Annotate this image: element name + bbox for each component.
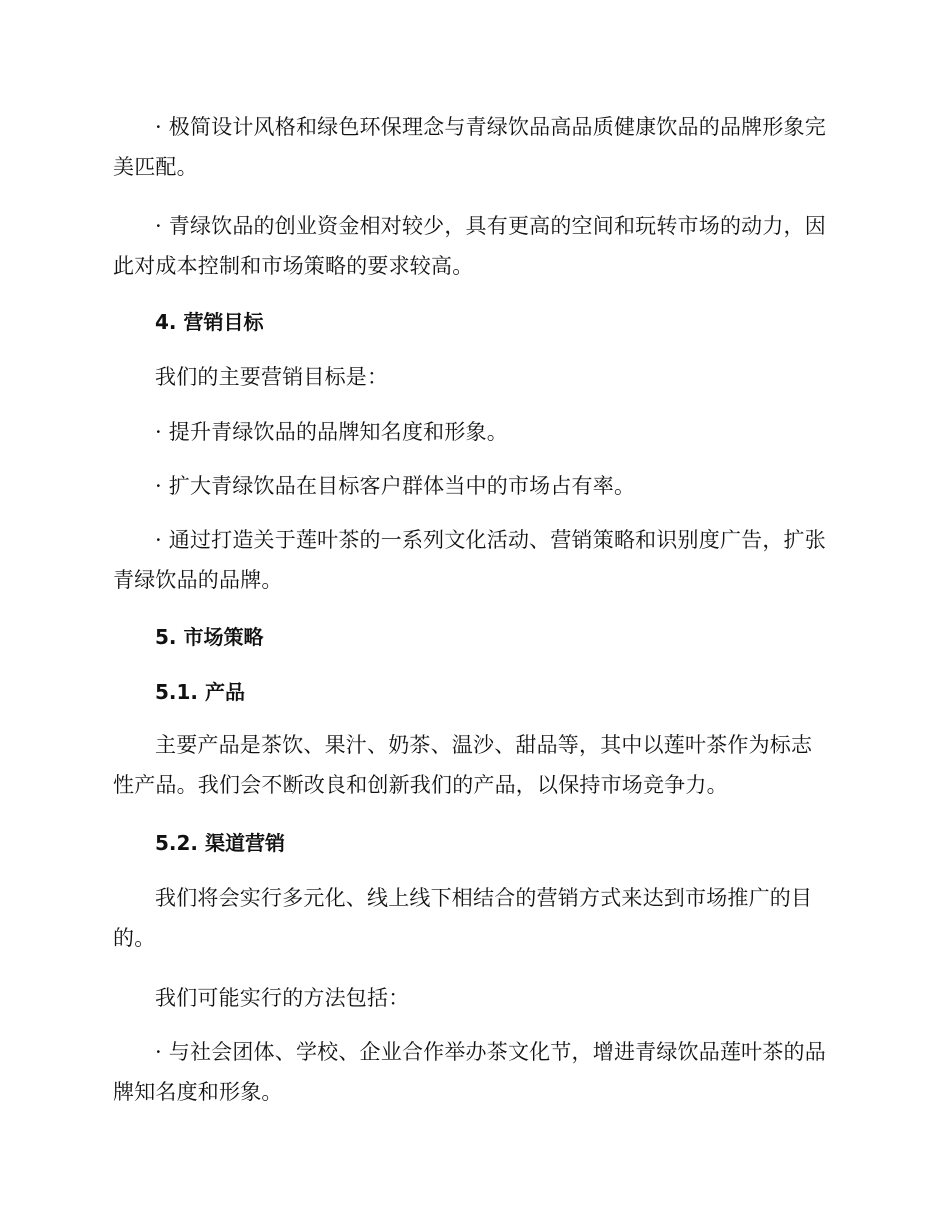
bullet-paragraph: · 提升青绿饮品的品牌知名度和形象。 — [155, 420, 508, 444]
section-heading-market-strategy: 5. 市场策略 — [155, 625, 264, 649]
subsection-heading-product: 5.1. 产品 — [155, 680, 245, 704]
body-paragraph: 主要产品是茶饮、果汁、奶茶、温沙、甜品等，其中以莲叶茶作为标志性产品。我们会不断改良和创新我们的产品，以保持市场竞争力。 — [113, 733, 813, 797]
bullet-paragraph: · 青绿饮品的创业资金相对较少，具有更高的空间和玩转市场的动力，因此对成本控制和市场策略的要求较高。 — [113, 214, 826, 278]
bullet-paragraph: · 扩大青绿饮品在目标客户群体当中的市场占有率。 — [155, 474, 636, 498]
bullet-paragraph: · 通过打造关于莲叶茶的一系列文化活动、营销策略和识别度广告，扩张青绿饮品的品牌。 — [113, 528, 826, 592]
body-paragraph: 我们的主要营销目标是： — [155, 365, 389, 389]
bullet-paragraph: · 与社会团体、学校、企业合作举办茶文化节，增进青绿饮品莲叶茶的品牌知名度和形象。 — [113, 1040, 826, 1104]
body-paragraph: 我们可能实行的方法包括： — [155, 986, 410, 1010]
bullet-paragraph: · 极简设计风格和绿色环保理念与青绿饮品高品质健康饮品的品牌形象完美匹配。 — [113, 115, 826, 179]
body-paragraph: 我们将会实行多元化、线上线下相结合的营销方式来达到市场推广的目的。 — [113, 886, 813, 950]
subsection-heading-channel-marketing: 5.2. 渠道营销 — [155, 831, 285, 855]
section-heading-marketing-goals: 4. 营销目标 — [155, 310, 264, 334]
